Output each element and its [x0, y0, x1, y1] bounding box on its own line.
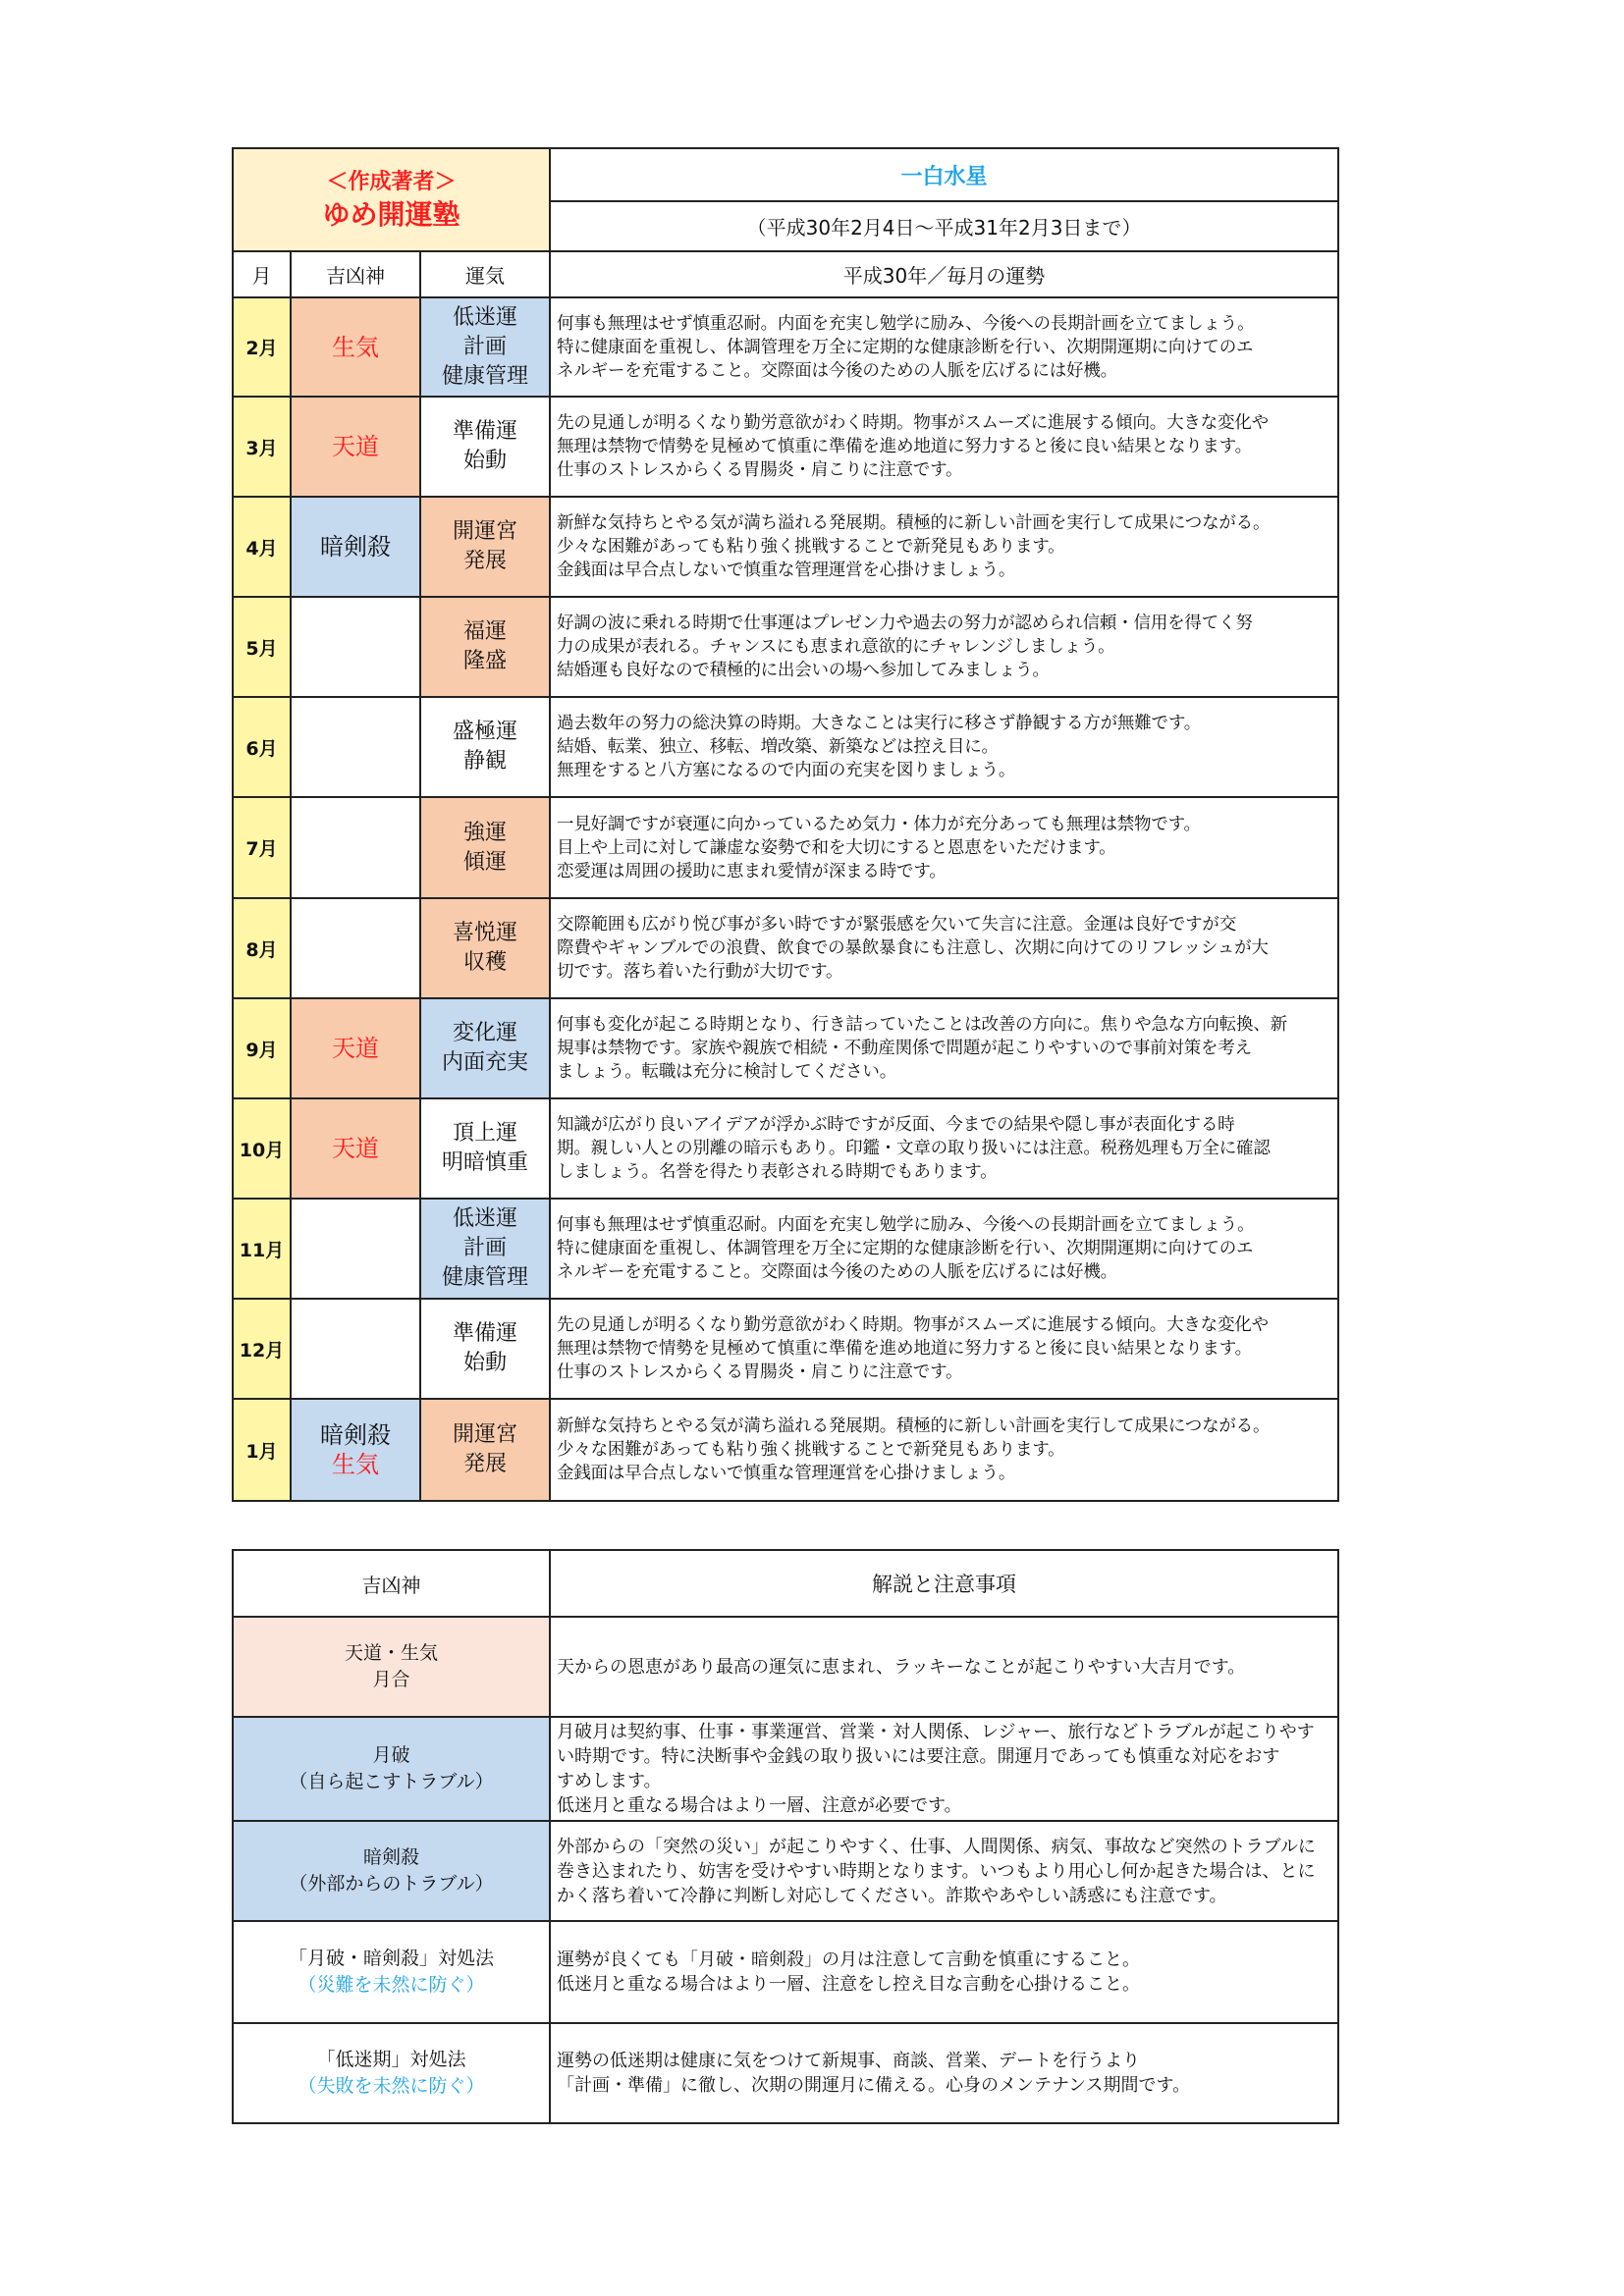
month-cell: 8月	[233, 898, 291, 998]
unki-label: 収穫	[463, 950, 508, 975]
legend-line: 運勢の低迷期は健康に気をつけて新規事、商談、営業、デートを行うより	[557, 2051, 1140, 2071]
month-cell: 6月	[233, 697, 291, 797]
unki-cell	[420, 1399, 550, 1501]
kichikyo-label: 暗剣殺	[320, 533, 391, 561]
legend-row	[233, 1921, 1338, 2023]
legend-name: （災難を未然に防ぐ）	[298, 1974, 485, 1996]
author-cell	[233, 148, 550, 251]
legend-name: 天道・生気	[344, 1642, 438, 1664]
kichikyo-cell	[291, 397, 420, 497]
unki-label: 静観	[463, 749, 508, 774]
fortune-line: しましょう。名誉を得たり表彰される時期でもあります。	[557, 1162, 998, 1182]
kichikyo-label: 天道	[332, 1035, 379, 1062]
author-label: ＜作成著者＞	[326, 169, 457, 194]
month-cell: 9月	[233, 998, 291, 1098]
legend-description	[550, 1921, 1338, 2023]
legend-rows	[233, 1617, 1338, 2123]
unki-cell	[420, 497, 550, 597]
unki-label: 健康管理	[442, 363, 529, 389]
fortune-line: 無理をすると八方塞になるので内面の充実を図りましょう。	[557, 761, 1016, 780]
fortune-line: 規事は禁物です。家族や親族で相続・不動産関係で問題が起こりやすいので事前対策を考え	[557, 1039, 1252, 1058]
fortune-line: 先の見通しが明るくなり勤労意欲がわく時期。物事がスムーズに進展する傾向。大きな変化や	[557, 1315, 1269, 1335]
author-name: ゆめ開運塾	[322, 197, 460, 231]
kichikyo-label: 生気	[332, 1451, 379, 1478]
unki-label: 開運宮	[453, 1422, 518, 1447]
legend-line: 天からの恩恵があり最高の運気に恵まれ、ラッキーなことが起こりやすい大吉月です。	[557, 1656, 1246, 1678]
fortune-description	[550, 1199, 1338, 1299]
legend-line: 「計画・準備」に徹し、次期の開運月に備える。心身のメンテナンス期間です。	[557, 2075, 1191, 2096]
legend-table	[232, 1549, 1339, 2124]
legend-name-cell	[233, 1717, 550, 1821]
month-row	[233, 1299, 1338, 1399]
legend-name: （外部からのトラブル）	[289, 1873, 494, 1895]
month-row	[233, 998, 1338, 1098]
unki-label: 福運	[463, 619, 508, 644]
column-header-month: 月	[233, 251, 291, 297]
month-cell: 10月	[233, 1098, 291, 1199]
fortune-line: 目上や上司に対して謙虚な姿勢で和を大切にすると恩恵をいただけます。	[557, 837, 1116, 858]
unki-label: 明暗慎重	[442, 1150, 529, 1175]
month-cell: 5月	[233, 597, 291, 697]
kichikyo-cell	[291, 998, 420, 1098]
column-header-unki: 運気	[420, 251, 550, 297]
fortune-description	[550, 797, 1338, 898]
legend-row	[233, 1617, 1338, 1717]
unki-label: 発展	[463, 549, 508, 573]
legend-row	[233, 1821, 1338, 1921]
unki-label: 計画	[463, 334, 508, 359]
legend-name: 暗剣殺	[362, 1846, 419, 1868]
unki-label: 発展	[463, 1452, 508, 1476]
column-header-fortune: 平成30年／毎月の運勢	[550, 251, 1338, 297]
legend-name-cell	[233, 1821, 550, 1921]
month-cell: 3月	[233, 397, 291, 497]
legend-name-cell	[233, 1617, 550, 1717]
kichikyo-label: 生気	[332, 333, 379, 361]
fortune-line: 交際範囲も広がり悦び事が多い時ですが緊張感を欠いて失言に注意。金運は良好ですが交	[557, 915, 1237, 934]
fortune-line: 仕事のストレスからくる胃腸炎・肩こりに注意です。	[557, 1362, 963, 1382]
legend-name-cell	[233, 1921, 550, 2023]
kichikyo-cell	[291, 1199, 420, 1299]
fortune-line: 期。親しい人との別離の暗示もあり。印鑑・文章の取り扱いには注意。税務処理も万全に確認	[557, 1139, 1271, 1158]
unki-label: 隆盛	[463, 649, 508, 673]
fortune-line: ネルギーを充電すること。交際面は今後のための人脈を広げるには好機。	[557, 1262, 1117, 1282]
legend-header-notes: 解説と注意事項	[550, 1550, 1338, 1617]
unki-label: 健康管理	[442, 1265, 529, 1290]
legend-line: い時期です。特に決断事や金銭の取り扱いには要注意。開運月であっても慎重な対応をおす	[557, 1746, 1280, 1767]
kichikyo-cell	[291, 898, 420, 998]
unki-cell	[420, 297, 550, 397]
fortune-description	[550, 497, 1338, 597]
month-row	[233, 1098, 1338, 1199]
legend-line: 巻き込まれたり、妨害を受けやすい時期となります。いつもより用心し何か起きた場合は、とに	[557, 1860, 1316, 1882]
month-rows	[233, 297, 1338, 1501]
legend-line: 外部からの「突然の災い」が起こりやすく、仕事、人間関係、病気、事故など突然のトラブルに	[557, 1836, 1316, 1857]
month-row	[233, 697, 1338, 797]
fortune-line: ましょう。転職は充分に検討してください。	[557, 1062, 897, 1082]
month-cell: 12月	[233, 1299, 291, 1399]
unki-cell	[420, 397, 550, 497]
legend-name: （失敗を未然に防ぐ）	[298, 2075, 485, 2097]
fortune-description	[550, 597, 1338, 697]
unki-cell	[420, 797, 550, 898]
fortune-line: 特に健康面を重視し、体調管理を万全に定期的な健康診断を行い、次期開運期に向けてのエ	[557, 1239, 1254, 1258]
legend-description	[550, 2023, 1338, 2123]
unki-label: 変化運	[453, 1021, 518, 1045]
fortune-line: 過去数年の努力の総決算の時期。大きなことは実行に移さず静観する方が無難です。	[557, 714, 1202, 733]
legend-name: 月破	[372, 1744, 410, 1766]
unki-cell	[420, 998, 550, 1098]
legend-line: 低迷月と重なる場合はより一層、注意が必要です。	[557, 1795, 962, 1816]
month-row	[233, 597, 1338, 697]
month-cell: 1月	[233, 1399, 291, 1501]
fortune-line: 新鮮な気持ちとやる気が満ち溢れる発展期。積極的に新しい計画を実行して成果につながる。	[557, 513, 1271, 533]
fortune-line: 好調の波に乗れる時期で仕事運はプレゼン力や過去の努力が認められ信頼・信用を得てく努	[557, 614, 1253, 633]
fortune-line: 少々な困難があっても粘り強く挑戦することで新発見もあります。	[557, 1440, 1065, 1460]
legend-line: 運勢が良くても「月破・暗剣殺」の月は注意して言動を慎重にすること。	[557, 1949, 1140, 1970]
month-row	[233, 397, 1338, 497]
fortune-line: 無理は禁物で情勢を見極めて慎重に準備を進め地道に努力すると後に良い結果となります。	[557, 437, 1252, 456]
unki-label: 傾運	[463, 849, 508, 875]
month-cell: 2月	[233, 297, 291, 397]
unki-label: 準備運	[453, 1321, 518, 1346]
unki-label: 低迷運	[453, 304, 518, 330]
fortune-description	[550, 397, 1338, 497]
legend-description	[550, 1617, 1338, 1717]
kichikyo-cell	[291, 697, 420, 797]
month-row	[233, 497, 1338, 597]
fortune-line: ネルギーを充電すること。交際面は今後のための人脈を広げるには好機。	[557, 360, 1117, 381]
unki-cell	[420, 1098, 550, 1199]
legend-name-cell	[233, 2023, 550, 2123]
kichikyo-label: 天道	[332, 1135, 379, 1162]
unki-label: 低迷運	[453, 1206, 518, 1231]
kichikyo-cell	[291, 297, 420, 397]
fortune-line: 金銭面は早合点しないで慎重な管理運営を心掛けましょう。	[557, 1464, 1016, 1483]
kichikyo-cell	[291, 1399, 420, 1501]
legend-header-kichikyo: 吉凶神	[233, 1550, 550, 1617]
fortune-line: 特に健康面を重視し、体調管理を万全に定期的な健康診断を行い、次期開運期に向けてのエ	[557, 337, 1254, 357]
legend-name: （自ら起こすトラブル）	[289, 1771, 494, 1792]
kichikyo-cell	[291, 1098, 420, 1199]
kichikyo-label: 暗剣殺	[320, 1421, 391, 1449]
fortune-description	[550, 1399, 1338, 1501]
fortune-line: 恋愛運は周囲の援助に恵まれ愛情が深まる時です。	[557, 861, 947, 881]
fortune-line: 新鮮な気持ちとやる気が満ち溢れる発展期。積極的に新しい計画を実行して成果につながる。	[557, 1416, 1271, 1436]
legend-line: かく落ち着いて冷静に判断し対応してください。詐欺やあやしい誘惑にも注意です。	[557, 1885, 1227, 1906]
fortune-line: 少々な困難があっても粘り強く挑戦することで新発見もあります。	[557, 537, 1065, 557]
legend-name: 「低迷期」対処法	[316, 2049, 466, 2070]
legend-description	[550, 1717, 1338, 1821]
month-cell: 7月	[233, 797, 291, 898]
fortune-description	[550, 297, 1338, 397]
unki-label: 始動	[463, 1351, 508, 1375]
fortune-description	[550, 1098, 1338, 1199]
kichikyo-cell	[291, 497, 420, 597]
month-row	[233, 1399, 1338, 1501]
fortune-line: 何事も無理はせず慎重忍耐。内面を充実し勉学に励み、今後への長期計画を立てましょう。	[557, 313, 1255, 334]
month-row	[233, 297, 1338, 397]
unki-label: 強運	[463, 820, 508, 845]
month-row	[233, 898, 1338, 998]
month-row	[233, 797, 1338, 898]
kichikyo-label: 天道	[332, 433, 379, 460]
legend-description	[550, 1821, 1338, 1921]
fortune-line: 金銭面は早合点しないで慎重な管理運営を心掛けましょう。	[557, 561, 1016, 580]
kichikyo-cell	[291, 597, 420, 697]
fortune-line: 仕事のストレスからくる胃腸炎・肩こりに注意です。	[557, 460, 963, 480]
fortune-line: 何事も無理はせず慎重忍耐。内面を充実し勉学に励み、今後への長期計画を立てましょう。	[557, 1215, 1255, 1235]
unki-cell	[420, 898, 550, 998]
legend-line: 月破月は契約事、仕事・事業運営、営業・対人関係、レジャー、旅行などトラブルが起こりやす	[557, 1722, 1315, 1742]
period-range: （平成30年2月4日～平成31年2月3日まで）	[550, 201, 1338, 251]
month-cell: 11月	[233, 1199, 291, 1299]
unki-label: 始動	[463, 449, 508, 473]
unki-cell	[420, 1299, 550, 1399]
fortune-line: 一見好調ですが衰運に向かっているため気力・体力が充分あっても無理は禁物です。	[557, 814, 1201, 834]
fortune-description	[550, 697, 1338, 797]
star-title: 一白水星	[550, 148, 1338, 201]
fortune-line: 力の成果が表れる。チャンスにも恵まれ意欲的にチャレンジしましょう。	[557, 637, 1115, 657]
unki-label: 内面充実	[442, 1050, 529, 1075]
unki-cell	[420, 1199, 550, 1299]
unki-label: 計画	[463, 1236, 508, 1260]
legend-line: 低迷月と重なる場合はより一層、注意をし控え目な言動を心掛けること。	[557, 1974, 1140, 1995]
unki-label: 開運宮	[453, 519, 518, 544]
unki-cell	[420, 697, 550, 797]
unki-label: 頂上運	[453, 1121, 518, 1146]
fortune-description	[550, 898, 1338, 998]
fortune-line: 結婚運も良好なので積極的に出会いの場へ参加してみましょう。	[557, 661, 1050, 680]
unki-label: 喜悦運	[453, 921, 518, 945]
unki-cell	[420, 597, 550, 697]
legend-name: 月合	[372, 1669, 410, 1690]
fortune-line: 無理は禁物で情勢を見極めて慎重に準備を進め地道に努力すると後に良い結果となります。	[557, 1339, 1252, 1359]
fortune-line: 知識が広がり良いアイデアが浮かぶ時ですが反面、今までの結果や隠し事が表面化する時	[557, 1115, 1235, 1135]
monthly-fortune-table	[232, 147, 1339, 1502]
legend-row	[233, 1717, 1338, 1821]
unki-label: 準備運	[453, 419, 518, 444]
month-cell: 4月	[233, 497, 291, 597]
unki-label: 盛極運	[453, 720, 518, 744]
legend-line: すめします。	[557, 1771, 662, 1791]
fortune-description	[550, 1299, 1338, 1399]
fortune-line: 切です。落ち着いた行動が大切です。	[557, 962, 843, 982]
month-row	[233, 1199, 1338, 1299]
legend-row	[233, 2023, 1338, 2123]
fortune-line: 何事も変化が起こる時期となり、行き詰っていたことは改善の方向に。焦りや急な方向転換、新	[557, 1015, 1287, 1035]
fortune-line: 際費やギャンブルでの浪費、飲食での暴飲暴食にも注意し、次期に向けてのリフレッシュが大	[557, 938, 1269, 958]
fortune-line: 先の見通しが明るくなり勤労意欲がわく時期。物事がスムーズに進展する傾向。大きな変化や	[557, 413, 1269, 433]
kichikyo-cell	[291, 797, 420, 898]
column-header-kichikyo: 吉凶神	[291, 251, 420, 297]
legend-name: 「月破・暗剣殺」対処法	[288, 1948, 494, 1969]
kichikyo-cell	[291, 1299, 420, 1399]
fortune-description	[550, 998, 1338, 1098]
fortune-line: 結婚、転業、独立、移転、増改築、新築などは控え目に。	[557, 737, 999, 757]
